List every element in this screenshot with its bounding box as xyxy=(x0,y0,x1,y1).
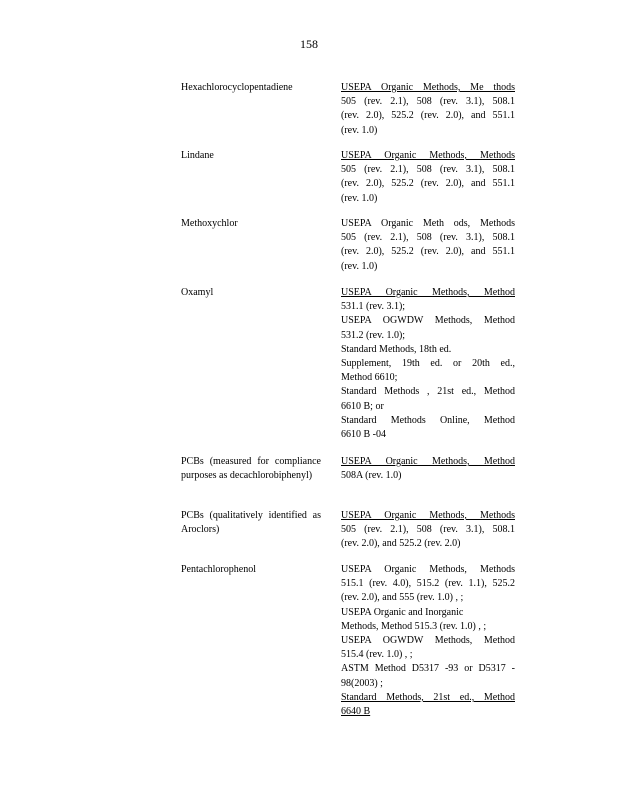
analytical-methods xyxy=(341,81,515,138)
method-line: 508A (rev. 1.0) xyxy=(341,470,402,482)
method-line: 6610 B -04 xyxy=(341,429,386,441)
method-line: ASTM Method D5317 -93 or D5317 - xyxy=(341,663,515,675)
method-line: Standard Methods Online, Method xyxy=(341,414,515,426)
method-line: USEPA Organic Methods, Methods xyxy=(341,150,515,161)
page-number: 158 xyxy=(300,37,318,51)
method-line: (rev. 2.0), 525.2 (rev. 2.0), and 551.1 xyxy=(341,178,515,190)
method-line: 505 (rev. 2.1), 508 (rev. 3.1), 508.1 xyxy=(341,232,515,244)
method-line: USEPA Organic Methods, Method xyxy=(341,456,515,467)
method-line: 515.1 (rev. 4.0), 515.2 (rev. 1.1), 525.2 xyxy=(341,578,515,590)
method-line: 505 (rev. 2.1), 508 (rev. 3.1), 508.1 xyxy=(341,96,515,108)
contaminant-name: Oxamyl xyxy=(181,287,214,298)
method-line: 531.1 (rev. 3.1); xyxy=(341,301,406,313)
method-line: Standard Methods, 21st ed., Method xyxy=(341,691,515,703)
method-line: 505 (rev. 2.1), 508 (rev. 3.1), 508.1 xyxy=(341,164,515,176)
method-line: (rev. 2.0), and 525.2 (rev. 2.0) xyxy=(341,538,461,550)
method-line: USEPA Organic Meth ods, Methods xyxy=(341,218,515,229)
contaminant-name: Lindane xyxy=(181,150,214,161)
method-line: 6610 B; or xyxy=(341,400,384,412)
method-line: (rev. 1.0) xyxy=(341,124,378,136)
method-line: USEPA Organic Methods, Methods xyxy=(341,510,515,521)
method-line: USEPA Organic Methods, Methods xyxy=(341,564,515,575)
method-line: Methods, Method 515.3 (rev. 1.0) , ; xyxy=(341,620,487,632)
analytical-methods xyxy=(341,509,515,552)
contaminant-name: Methoxychlor xyxy=(181,218,238,229)
method-line: 6640 B xyxy=(341,706,371,718)
method-line: Standard Methods , 21st ed., Method xyxy=(341,386,515,398)
method-line: (rev. 2.0), and 555 (rev. 1.0) , ; xyxy=(341,592,464,604)
method-line: 505 (rev. 2.1), 508 (rev. 3.1), 508.1 xyxy=(341,524,515,536)
analytical-methods xyxy=(341,563,515,719)
method-line: 98(2003) ; xyxy=(341,677,383,689)
method-line: (rev. 2.0), 525.2 (rev. 2.0), and 551.1 xyxy=(341,110,515,122)
analytical-methods xyxy=(341,286,515,442)
method-line: USEPA Organic and Inorganic xyxy=(341,606,464,618)
contaminant-name: PCBs (qualitatively identified as Aroclors) xyxy=(181,510,321,536)
method-line: USEPA Organic Methods, Me thods xyxy=(341,82,515,93)
method-line: (rev. 1.0) xyxy=(341,260,378,272)
analytical-methods xyxy=(341,455,515,483)
method-line: Supplement, 19th ed. or 20th ed., xyxy=(341,358,515,370)
method-line: Standard Methods, 18th ed. xyxy=(341,343,452,355)
method-line: USEPA OGWDW Methods, Method xyxy=(341,315,515,327)
analytical-methods xyxy=(341,149,515,206)
contaminant-name: Hexachlorocyclopentadiene xyxy=(181,82,293,93)
method-line: Method 6610; xyxy=(341,372,398,384)
analytical-methods xyxy=(341,217,515,274)
method-line: USEPA Organic Methods, Method xyxy=(341,287,515,298)
method-line: USEPA OGWDW Methods, Method xyxy=(341,635,515,647)
contaminant-name: PCBs (measured for compliance purposes as decachlorobiphenyl) xyxy=(181,456,321,482)
method-line: (rev. 1.0) xyxy=(341,192,378,204)
contaminant-name: Pentachlorophenol xyxy=(181,564,256,575)
method-line: 531.2 (rev. 1.0); xyxy=(341,329,406,341)
method-line: (rev. 2.0), 525.2 (rev. 2.0), and 551.1 xyxy=(341,246,515,258)
method-line: 515.4 (rev. 1.0) , ; xyxy=(341,649,413,661)
